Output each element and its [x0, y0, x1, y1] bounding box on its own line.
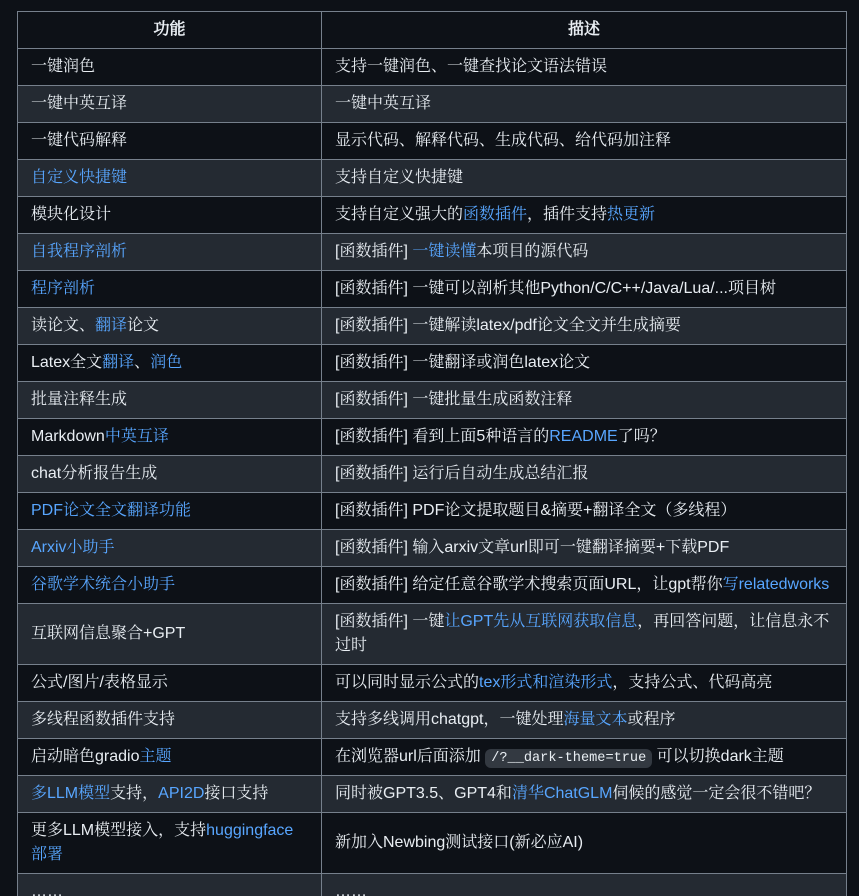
description-cell	[322, 382, 847, 419]
inline-link[interactable]: API2D	[158, 785, 205, 803]
inline-link[interactable]: 翻译	[102, 354, 135, 371]
text-segment: 伺候的感觉一定会很不错吧？	[612, 785, 821, 803]
table-row	[18, 776, 847, 813]
feature-cell	[18, 308, 322, 345]
feature-cell	[18, 813, 322, 874]
inline-link[interactable]: 函数插件	[463, 206, 528, 223]
description-cell	[322, 530, 847, 567]
inline-link[interactable]: 谷歌学术统合小助手	[31, 576, 176, 593]
inline-link[interactable]: PDF论文全文翻译功能	[31, 502, 192, 519]
text-segment: 接口支持	[204, 785, 269, 803]
table-row	[18, 123, 847, 160]
column-header-description: 描述	[322, 12, 847, 49]
text-segment: 一键中英互译	[335, 95, 432, 112]
text-segment: 支持，	[110, 785, 159, 803]
description-cell	[322, 160, 847, 197]
inline-link[interactable]: 自我程序剖析	[31, 243, 128, 260]
text-segment: [函数插件] 一键批量生成函数注释	[335, 391, 573, 408]
code-snippet: /?__dark-theme=true	[485, 749, 652, 768]
inline-link[interactable]: Arxiv小助手	[31, 539, 115, 556]
table-row	[18, 493, 847, 530]
table-row	[18, 702, 847, 739]
text-segment: [函数插件] 一键解读latex/pdf论文全文并生成摘要	[335, 317, 681, 334]
description-cell	[322, 86, 847, 123]
text-segment: 同时被GPT3.5、GPT4和	[335, 785, 512, 803]
feature-cell	[18, 702, 322, 739]
inline-link[interactable]: tex形式和渲染形式	[479, 674, 613, 691]
inline-link[interactable]: huggingface部署	[31, 822, 294, 864]
feature-cell	[18, 345, 322, 382]
table-row	[18, 49, 847, 86]
text-segment: Markdown	[31, 428, 105, 445]
table-row	[18, 739, 847, 776]
text-segment: 本项目的源代码	[476, 243, 589, 260]
description-cell	[322, 197, 847, 234]
table-row	[18, 234, 847, 271]
inline-link[interactable]: 多LLM模型	[31, 785, 111, 803]
description-cell	[322, 813, 847, 874]
text-segment: 公式/图片/表格显示	[31, 674, 168, 691]
description-cell	[322, 456, 847, 493]
text-segment: 一键代码解释	[31, 132, 128, 149]
text-segment: [函数插件] PDF论文提取题目&摘要+翻译全文（多线程）	[335, 502, 737, 519]
table-head	[18, 12, 847, 49]
inline-link[interactable]: 自定义快捷键	[31, 169, 128, 186]
table-row	[18, 874, 847, 896]
feature-cell	[18, 234, 322, 271]
text-segment: ……	[335, 883, 367, 896]
table-row	[18, 345, 847, 382]
text-segment: 论文	[127, 317, 160, 334]
feature-cell	[18, 776, 322, 813]
text-segment: [函数插件]	[335, 243, 413, 260]
inline-link[interactable]: README	[549, 428, 618, 445]
feature-cell	[18, 665, 322, 702]
description-cell	[322, 493, 847, 530]
feature-cell	[18, 604, 322, 665]
inline-link[interactable]: 让GPT先从互联网获取信息	[444, 613, 638, 630]
inline-link[interactable]: 主题	[139, 748, 172, 766]
description-cell	[322, 123, 847, 160]
features-table	[17, 11, 847, 896]
text-segment: ……	[31, 883, 63, 896]
feature-cell	[18, 197, 322, 234]
description-cell	[322, 345, 847, 382]
description-cell	[322, 234, 847, 271]
feature-cell	[18, 86, 322, 123]
feature-cell	[18, 382, 322, 419]
feature-cell	[18, 739, 322, 776]
text-segment: chat分析报告生成	[31, 465, 158, 482]
text-segment: Latex全文	[31, 354, 103, 371]
inline-link[interactable]: 热更新	[607, 206, 656, 223]
text-segment: 一键中英互译	[31, 95, 128, 112]
inline-link[interactable]: 一键读懂	[412, 243, 477, 260]
table-row	[18, 382, 847, 419]
feature-cell	[18, 419, 322, 456]
text-segment: [函数插件] 给定任意谷歌学术搜索页面URL，让gpt帮你	[335, 576, 723, 593]
text-segment: 了吗？	[617, 428, 666, 445]
text-segment: 启动暗色gradio	[31, 748, 140, 766]
inline-link[interactable]: 清华ChatGLM	[511, 785, 613, 803]
text-segment: 在浏览器url后面添加	[335, 748, 486, 765]
text-segment: 、	[134, 354, 151, 371]
text-segment: 支持一键润色、一键查找论文语法错误	[335, 58, 608, 75]
text-segment: 模块化设计	[31, 206, 112, 223]
text-segment: 互联网信息聚合+GPT	[31, 625, 186, 642]
text-segment: 支持自定义强大的	[335, 206, 464, 223]
text-segment: 读论文、	[31, 317, 96, 334]
inline-link[interactable]: 写relatedworks	[722, 576, 830, 593]
feature-cell	[18, 123, 322, 160]
column-header-feature: 功能	[18, 12, 322, 49]
feature-cell	[18, 530, 322, 567]
description-cell	[322, 739, 847, 776]
description-cell	[322, 665, 847, 702]
table-row	[18, 271, 847, 308]
table-row	[18, 197, 847, 234]
table-row	[18, 419, 847, 456]
text-segment: 更多LLM模型接入，支持	[31, 822, 207, 840]
table-row	[18, 308, 847, 345]
table-row	[18, 813, 847, 874]
description-cell	[322, 308, 847, 345]
description-cell	[322, 419, 847, 456]
inline-link[interactable]: 翻译	[95, 317, 128, 334]
description-cell	[322, 702, 847, 739]
table-row	[18, 604, 847, 665]
text-segment: [函数插件] 运行后自动生成总结汇报	[335, 465, 589, 482]
text-segment: 可以切换dark主题	[652, 748, 784, 765]
text-segment: [函数插件] 一键	[335, 613, 445, 630]
feature-cell	[18, 456, 322, 493]
description-cell	[322, 567, 847, 604]
inline-link[interactable]: 程序剖析	[31, 280, 96, 297]
text-segment: 显示代码、解释代码、生成代码、给代码加注释	[335, 132, 672, 149]
text-segment: 或程序	[627, 711, 676, 728]
feature-cell	[18, 160, 322, 197]
feature-cell	[18, 493, 322, 530]
text-segment: 支持自定义快捷键	[335, 169, 464, 186]
table-row	[18, 86, 847, 123]
feature-cell	[18, 567, 322, 604]
table-body	[18, 49, 847, 896]
text-segment: [函数插件] 看到上面5种语言的	[335, 428, 550, 445]
text-segment: 一键润色	[31, 58, 96, 75]
header-row	[18, 12, 847, 49]
table-row	[18, 567, 847, 604]
description-cell	[322, 776, 847, 813]
inline-link[interactable]: 润色	[150, 354, 183, 371]
description-cell	[322, 271, 847, 308]
text-segment: [函数插件] 一键翻译或润色latex论文	[335, 354, 591, 371]
text-segment: 可以同时显示公式的	[335, 674, 480, 691]
description-cell	[322, 604, 847, 665]
table-row	[18, 160, 847, 197]
text-segment: 多线程函数插件支持	[31, 711, 176, 728]
text-segment: ，支持公式、代码高亮	[612, 674, 773, 691]
description-cell	[322, 49, 847, 86]
table-row	[18, 665, 847, 702]
text-segment: 批量注释生成	[31, 391, 128, 408]
text-segment: [函数插件] 一键可以剖析其他Python/C/C++/Java/Lua/...项目树	[335, 280, 777, 297]
text-segment: [函数插件] 输入arxiv文章url即可一键翻译摘要+下载PDF	[335, 539, 730, 556]
table-row	[18, 530, 847, 567]
text-segment: 新加入Newbing测试接口(新必应AI)	[335, 834, 584, 852]
feature-cell	[18, 271, 322, 308]
inline-link[interactable]: 海量文本	[563, 711, 628, 728]
text-segment: ，插件支持	[527, 206, 608, 223]
feature-cell	[18, 49, 322, 86]
text-segment: 支持多线调用chatgpt，一键处理	[335, 711, 564, 728]
table-row	[18, 456, 847, 493]
feature-cell	[18, 874, 322, 896]
text-segment: ，再回答问题，让信息永不过时	[335, 613, 830, 654]
inline-link[interactable]: 中英互译	[104, 428, 169, 445]
description-cell	[322, 874, 847, 896]
